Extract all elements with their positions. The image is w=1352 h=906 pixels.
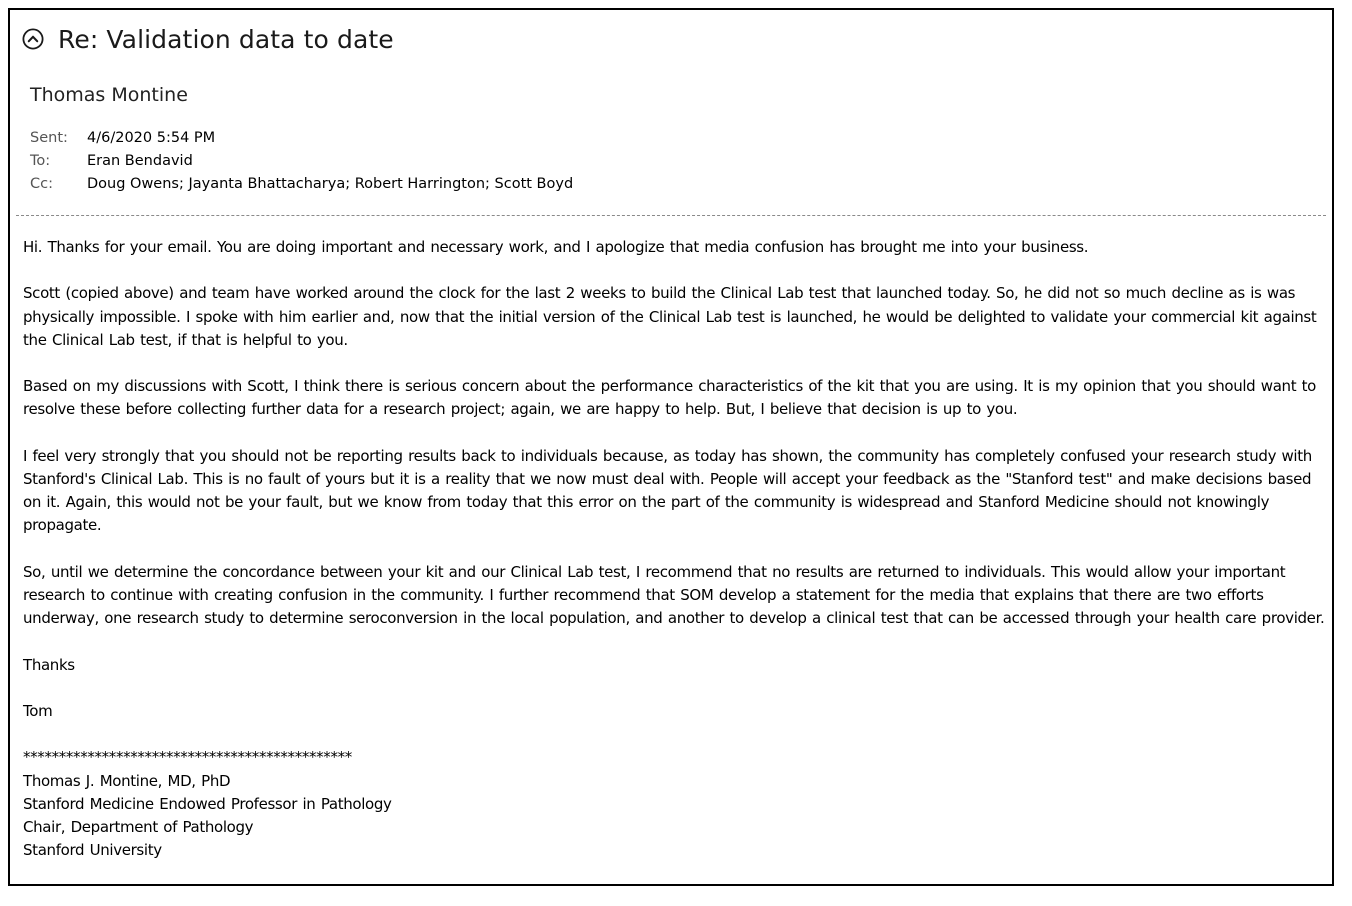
sent-row <box>30 127 573 150</box>
email-headers <box>30 127 573 196</box>
email-signature <box>23 746 1333 862</box>
body-paragraph: I feel very strongly that you should not be reporting results back to individuals because, as today has shown, the community has completely confused your research study with Stanford's Clinical Lab. This is no fault of yours but it is a reality that we now must deal with. People will accept your feedback as the "Stanford test" and make decisions based on it. Again, this would not be your fault, but we know from today that this error on the part of the community is widespread and Stanford Medicine should not knowingly propagate. <box>23 446 1312 535</box>
sent-value: 4/6/2020 5:54 PM <box>87 130 216 146</box>
body-paragraph: Based on my discussions with Scott, I think there is serious concern about the performance characteristics of the kit that you are using. It is my opinion that you should want to resolve these before collecting further data for a research project; again, we are happy to help. But, I believe that decision is up to you. <box>23 377 1317 419</box>
subject-header <box>22 20 394 58</box>
cc-label: Cc: <box>30 176 53 192</box>
sender-name[interactable]: Thomas Montine <box>30 84 188 106</box>
to-label: To: <box>30 153 51 169</box>
header-divider <box>16 215 1326 216</box>
body-paragraph: Scott (copied above) and team have worked around the clock for the last 2 weeks to build the Clinical Lab test that launched today. So, he did not so much decline as is was physically impossible. I spoke with him earlier and, now that the initial version of the Clinical Lab test is launched, he would be delighted to validate your commercial kit against the Clinical Lab test, if that is helpful to you. <box>23 284 1317 349</box>
signature-title: Stanford Medicine Endowed Professor in Pathology <box>23 794 392 813</box>
signature-department: Chair, Department of Pathology <box>23 817 254 836</box>
email-subject: Re: Validation data to date <box>58 24 394 54</box>
to-recipient[interactable]: Eran Bendavid <box>87 153 193 169</box>
body-paragraph: Hi. Thanks for your email. You are doing important and necessary work, and I apologize that media confusion has brought me into your business. <box>23 238 1089 256</box>
sign-off-name: Tom <box>23 701 53 720</box>
cc-row <box>30 173 573 196</box>
email-body <box>23 236 1333 862</box>
body-paragraph: So, until we determine the concordance between your kit and our Clinical Lab test, I recommend that no results are returned to individuals. This would allow your important research to continue with creating confusion in the community. I further recommend that SOM develop a statement for the media that explains that there are two efforts underway, one research study to determine seroconversion in the local population, and another to develop a clinical test that can be accessed through your health care provider. <box>23 562 1325 628</box>
signature-separator: ********************************************** <box>23 748 352 767</box>
signature-name: Thomas J. Montine, MD, PhD <box>23 771 231 790</box>
to-row <box>30 150 573 173</box>
cc-recipients[interactable]: Doug Owens; Jayanta Bhattacharya; Robert Harrington; Scott Boyd <box>87 176 574 192</box>
signature-institution: Stanford University <box>23 841 162 860</box>
sent-label: Sent: <box>30 130 68 146</box>
chevron-up-circle-icon[interactable] <box>22 28 44 50</box>
email-reading-pane <box>8 8 1334 886</box>
closing-text: Thanks <box>23 655 75 674</box>
